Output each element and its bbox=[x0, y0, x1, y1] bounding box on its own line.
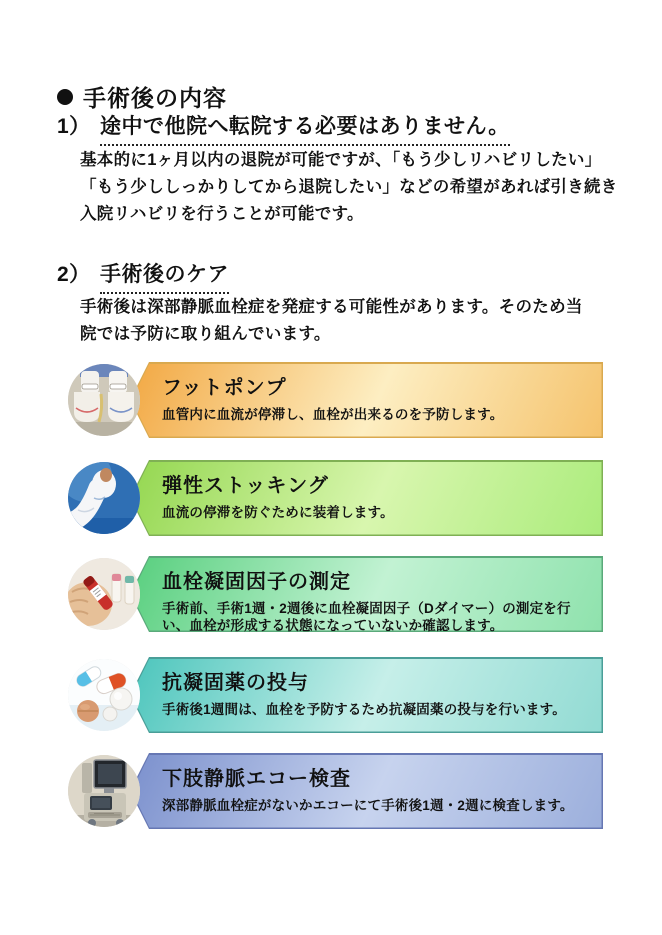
body-line: 「もう少ししっかりしてから退院したい」などの希望があれば引き続き bbox=[80, 178, 618, 196]
card-description: 手術後1週間は、血栓を予防するため抗凝固薬の投与を行います。 bbox=[162, 702, 566, 717]
section-1-body bbox=[80, 147, 618, 228]
section-2-number: 2） bbox=[57, 263, 91, 286]
section-1-title: 途中で他院へ転院する必要はありません。 bbox=[100, 110, 510, 146]
care-card-clotting-factor bbox=[130, 556, 603, 632]
section-2-title: 手術後のケア bbox=[100, 258, 229, 294]
care-card-vein-echo bbox=[130, 753, 603, 829]
card-title: 弾性ストッキング bbox=[162, 475, 329, 497]
section-1-heading bbox=[57, 110, 510, 146]
card-title: 下肢静脈エコー検査 bbox=[162, 768, 351, 790]
blood-test-tube-photo bbox=[68, 558, 140, 630]
page-title-text: 手術後の内容 bbox=[83, 85, 227, 111]
section-2-body bbox=[80, 294, 583, 348]
card-title: フットポンプ bbox=[162, 377, 287, 399]
body-line: 基本的に1ヶ月以内の退院が可能ですが、「もう少しリハビリしたい」 bbox=[80, 151, 602, 169]
card-title: 抗凝固薬の投与 bbox=[162, 672, 309, 694]
bullet-icon bbox=[57, 89, 73, 105]
section-1-number: 1） bbox=[57, 115, 91, 138]
care-card-foot-pump bbox=[130, 362, 603, 438]
elastic-stocking-photo bbox=[68, 462, 140, 534]
care-card-anticoagulant bbox=[130, 657, 603, 733]
care-card-elastic-stocking bbox=[130, 460, 603, 536]
card-description: 深部静脈血栓症がないかエコーにて手術後1週・2週に検査します。 bbox=[162, 798, 574, 813]
page-title bbox=[57, 80, 227, 113]
medication-pills-photo bbox=[68, 659, 140, 731]
feet-foot-pump-photo bbox=[68, 364, 140, 436]
body-line: 手術後は深部静脈血栓症を発症する可能性があります。そのため当 bbox=[80, 298, 583, 316]
card-description: 血管内に血流が停滞し、血栓が出来るのを予防します。 bbox=[162, 407, 504, 422]
body-line: 入院リハビリを行うことが可能です。 bbox=[80, 205, 364, 223]
section-2-heading bbox=[57, 258, 229, 294]
body-line: 院では予防に取り組んでいます。 bbox=[80, 325, 331, 343]
card-description: 血流の停滞を防ぐために装着します。 bbox=[162, 505, 394, 520]
ultrasound-machine-photo bbox=[68, 755, 140, 827]
card-title: 血栓凝固因子の測定 bbox=[162, 571, 351, 593]
card-description: 手術前、手術1週・2週後に血栓凝固因子（Dダイマー）の測定を行 い、血栓が形成する状態になっていないか確認します。 bbox=[162, 601, 571, 633]
